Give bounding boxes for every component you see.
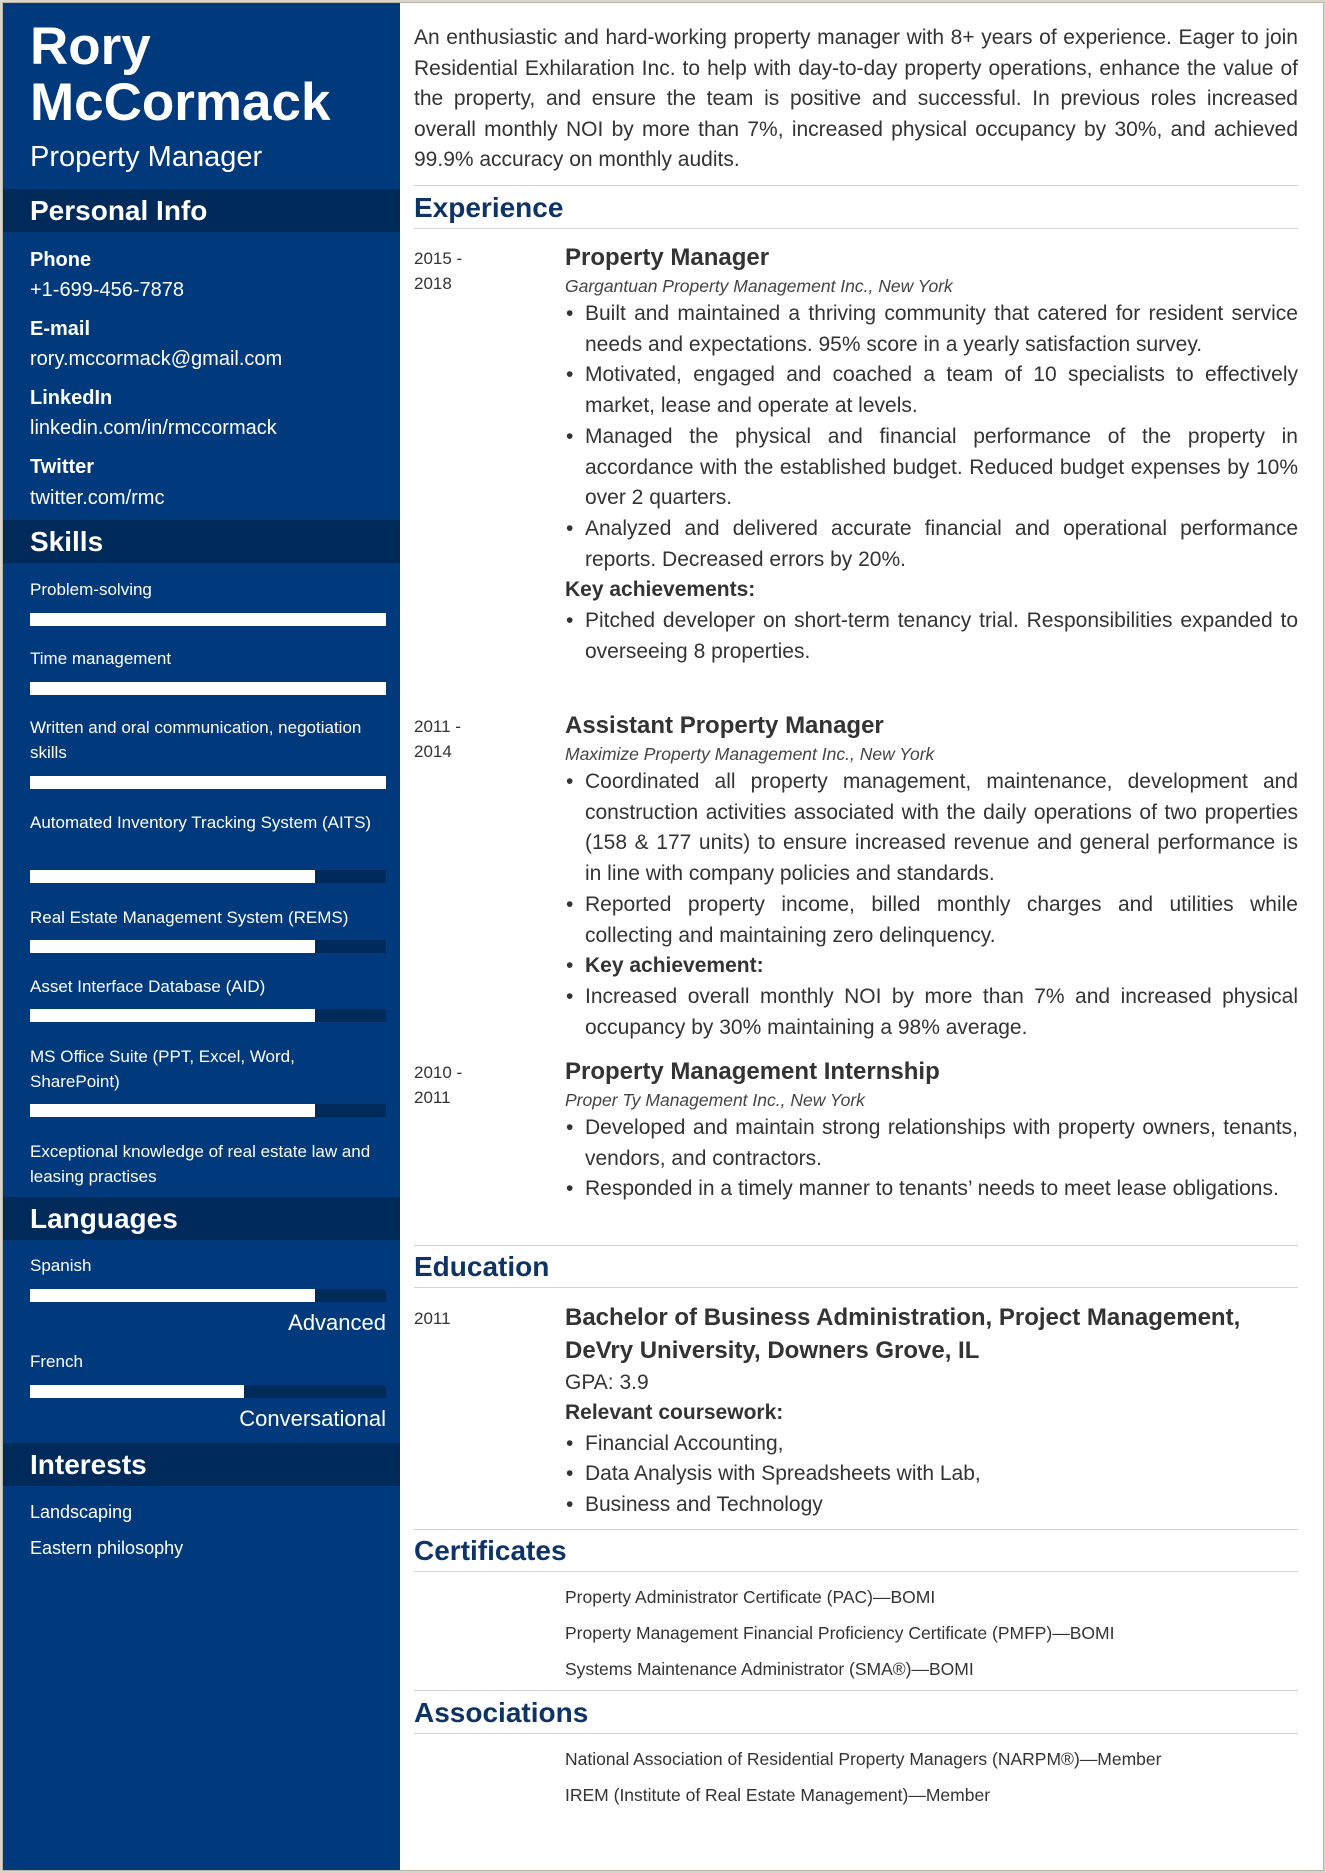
list-item: • Managed the physical and financial performance of the property in accordance with the established budget. Reduced budget expenses by 10% over 2 quarters. xyxy=(565,422,1298,514)
skill-bar xyxy=(30,1104,386,1117)
skill-bar-fill xyxy=(30,776,386,789)
achievement-bullets xyxy=(565,606,1298,667)
skill-name: MS Office Suite (PPT, Excel, Word, SharePoint) xyxy=(30,1047,295,1091)
job-date xyxy=(414,714,461,764)
language-bar-fill xyxy=(30,1385,244,1398)
phone-label: Phone xyxy=(30,249,92,271)
skill-bar-fill xyxy=(30,940,315,953)
job-bullets xyxy=(565,1113,1298,1205)
list-item: • Reported property income, billed monthly charges and utilities while collecting and maintaining zero delinquency. xyxy=(565,890,1298,951)
skill-name: Problem-solving xyxy=(30,580,152,599)
job-entry xyxy=(565,711,1298,1043)
email-value[interactable]: rory.mccormack@gmail.com xyxy=(30,348,283,370)
skill-name: Automated Inventory Tracking System (AITS) xyxy=(30,813,372,832)
language-bar xyxy=(30,1385,386,1398)
interest-item: Eastern philosophy xyxy=(30,1538,184,1558)
skill-bar xyxy=(30,940,386,953)
language-level: Conversational xyxy=(239,1406,386,1431)
list-item: • Responded in a timely manner to tenants’ needs to meet lease obligations. xyxy=(565,1174,1298,1205)
job-company: Maximize Property Management Inc., New York xyxy=(565,744,935,764)
divider xyxy=(414,1571,1298,1572)
certificate-item: Property Administrator Certificate (PAC)—BOMI xyxy=(565,1587,936,1607)
list-item: • Built and maintained a thriving community that catered for resident service needs and expectations. 95% score in a yearly satisfaction survey. xyxy=(565,299,1298,360)
skill-name: Exceptional knowledge of real estate law and leasing practises xyxy=(30,1142,371,1186)
language-bar xyxy=(30,1289,386,1302)
job-date-start: 2011 - xyxy=(414,717,461,736)
skill-bar xyxy=(30,776,386,789)
association-item: National Association of Residential Property Managers (NARPM®)—Member xyxy=(565,1749,1162,1769)
list-item: • Analyzed and delivered accurate financial and operational performance reports. Decreased errors by 20%. xyxy=(565,514,1298,575)
skill-bar-fill xyxy=(30,613,386,626)
job-date xyxy=(414,1060,462,1110)
education-degree: Bachelor of Business Administration, Project Management, xyxy=(565,1304,1241,1331)
skill-bar xyxy=(30,870,386,883)
job-entry xyxy=(565,243,1298,667)
interests-heading: Interests xyxy=(3,1443,400,1486)
list-item: • Coordinated all property management, maintenance, development and construction activities associated with the daily operations of two properties (158 & 177 units) to ensure increased revenue and general performance is in line with company policies and standards. xyxy=(565,767,1298,890)
divider xyxy=(414,1733,1298,1734)
sidebar xyxy=(3,3,400,1870)
first-name: Rory xyxy=(30,17,151,76)
skill-bar xyxy=(30,682,386,695)
skill-name: Time management xyxy=(30,649,172,668)
job-title: Assistant Property Manager xyxy=(565,712,884,739)
skill-bar-fill xyxy=(30,1104,315,1117)
certificates-heading: Certificates xyxy=(414,1535,567,1566)
divider xyxy=(414,185,1298,186)
job-date xyxy=(414,246,462,296)
list-item: • Pitched developer on short-term tenancy trial. Responsibilities expanded to overseeing 8 properties. xyxy=(565,606,1298,667)
job-title: Property Manager xyxy=(565,244,770,271)
job-date-start: 2010 - xyxy=(414,1063,463,1082)
job-date-end: 2014 xyxy=(414,742,452,761)
job-company: Proper Ty Management Inc., New York xyxy=(565,1090,865,1110)
list-item: • Financial Accounting, xyxy=(565,1429,1298,1460)
job-bullets xyxy=(565,299,1298,575)
languages-heading: Languages xyxy=(3,1197,400,1240)
education-entry xyxy=(565,1301,1298,1521)
job-date-end: 2018 xyxy=(414,274,452,293)
divider xyxy=(414,1287,1298,1288)
linkedin-label: LinkedIn xyxy=(30,387,113,409)
interest-item: Landscaping xyxy=(30,1502,133,1522)
achievements-label: Key achievement: xyxy=(585,954,764,978)
divider xyxy=(414,1690,1298,1691)
certificate-item: Systems Maintenance Administrator (SMA®)—BOMI xyxy=(565,1659,974,1679)
skill-name: Real Estate Management System (REMS) xyxy=(30,908,349,927)
association-item: IREM (Institute of Real Estate Management)—Member xyxy=(565,1785,991,1805)
job-date-end: 2011 xyxy=(414,1088,451,1107)
skill-name: Asset Interface Database (AID) xyxy=(30,977,266,996)
skill-bar-fill xyxy=(30,870,315,883)
list-item xyxy=(565,951,1298,982)
language-bar-fill xyxy=(30,1289,315,1302)
list-item: • Increased overall monthly NOI by more than 7% and increased physical occupancy by 30% maintaining a 98% average. xyxy=(565,982,1298,1043)
full-name xyxy=(30,19,330,131)
email-label: E-mail xyxy=(30,318,91,340)
job-date-start: 2015 - xyxy=(414,249,463,268)
last-name: McCormack xyxy=(30,73,331,132)
achievements-label: Key achievements: xyxy=(565,578,756,602)
main-content xyxy=(414,3,1298,1870)
job-title: Property Management Internship xyxy=(565,1058,940,1085)
twitter-value[interactable]: twitter.com/rmc xyxy=(30,487,165,509)
divider xyxy=(414,1529,1298,1530)
list-item: • Business and Technology xyxy=(565,1490,1298,1521)
coursework-list xyxy=(565,1429,1298,1521)
skill-bar xyxy=(30,613,386,626)
divider xyxy=(414,1245,1298,1246)
education-heading: Education xyxy=(414,1251,550,1282)
skill-bar xyxy=(30,1009,386,1022)
linkedin-value[interactable]: linkedin.com/in/rmccormack xyxy=(30,417,277,439)
certificate-item: Property Management Financial Proficiency Certificate (PMFP)—BOMI xyxy=(565,1623,1115,1643)
summary-text: An enthusiastic and hard-working property manager with 8+ years of experience. Eager to join Residential Exhilaration Inc. to help with day-to-day property operations, enhance the value of the property, and ensure the team is positive and successful. In previous roles increased overall monthly NOI by more than 7%, increased physical occupancy by 30%, and achieved 99.9% accuracy on monthly audits. xyxy=(414,26,1298,171)
education-date: 2011 xyxy=(414,1309,451,1328)
list-item: • Data Analysis with Spreadsheets with Lab, xyxy=(565,1459,1298,1490)
education-school: DeVry University, Downers Grove, IL xyxy=(565,1337,980,1364)
education-gpa: GPA: 3.9 xyxy=(565,1371,649,1394)
associations-heading: Associations xyxy=(414,1697,589,1728)
job-entry xyxy=(565,1057,1298,1205)
skill-bar-fill xyxy=(30,682,386,695)
divider xyxy=(414,228,1298,229)
twitter-label: Twitter xyxy=(30,456,95,478)
phone-value[interactable]: +1-699-456-7878 xyxy=(30,279,185,301)
skill-bar-fill xyxy=(30,1009,315,1022)
job-company: Gargantuan Property Management Inc., New York xyxy=(565,276,953,296)
skills-heading: Skills xyxy=(3,520,400,563)
language-name: Spanish xyxy=(30,1256,92,1275)
job-role: Property Manager xyxy=(30,141,263,173)
language-level: Advanced xyxy=(288,1310,386,1335)
personal-info-heading: Personal Info xyxy=(3,189,400,232)
experience-heading: Experience xyxy=(414,192,564,223)
list-item: • Motivated, engaged and coached a team of 10 specialists to effectively market, lease and operate at levels. xyxy=(565,360,1298,421)
language-name: French xyxy=(30,1352,83,1371)
list-item: • Developed and maintain strong relationships with property owners, tenants, vendors, and contractors. xyxy=(565,1113,1298,1174)
job-bullets xyxy=(565,767,1298,1043)
skill-name: Written and oral communication, negotiation skills xyxy=(30,718,362,762)
resume-page xyxy=(2,2,1324,1871)
coursework-label: Relevant coursework: xyxy=(565,1401,784,1424)
